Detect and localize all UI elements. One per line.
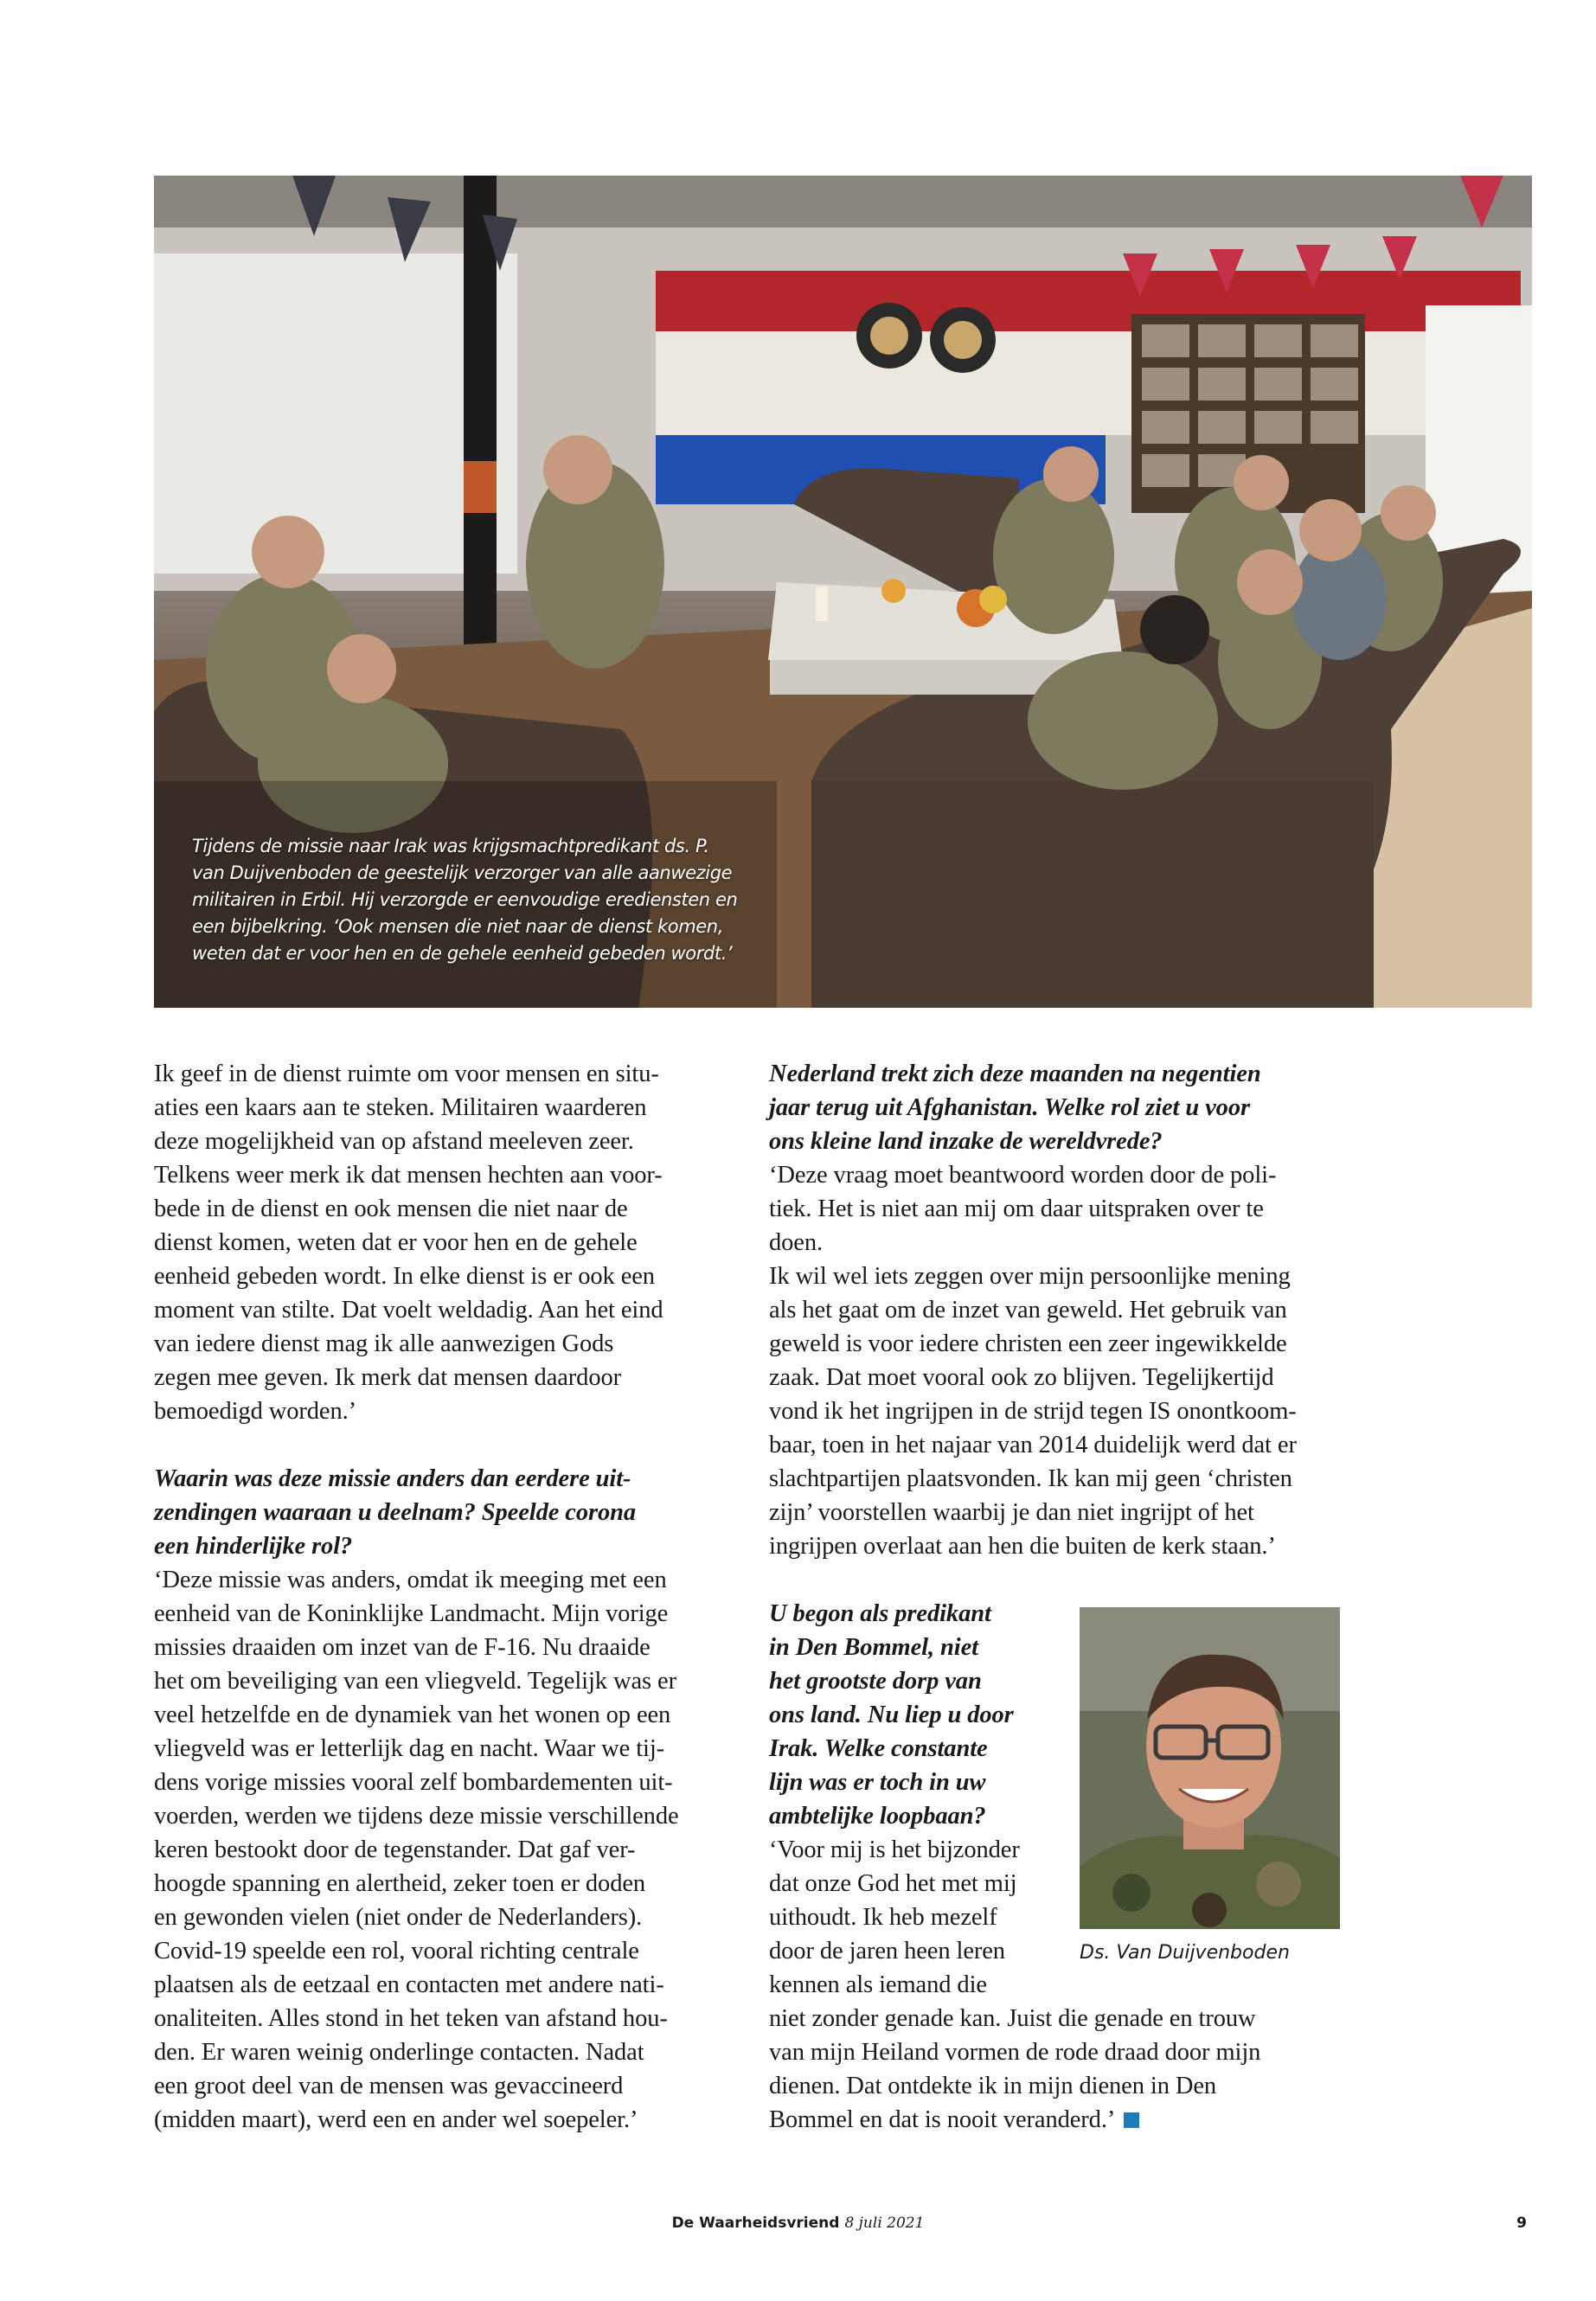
main-photo [154, 176, 1532, 1008]
text-line: Ik geef in de dienst ruimte om voor mensen en situ- [154, 1061, 659, 1087]
question-line: ambtelijke loopbaan? [769, 1803, 986, 1830]
text-line: ‘Deze vraag moet beantwoord worden door de poli- [769, 1162, 1277, 1189]
text-line: slachtpartijen plaatsvonden. Ik kan mij geen ‘christen [769, 1465, 1292, 1492]
text-line: baar, toen in het najaar van 2014 duidelijk werd dat er [769, 1432, 1297, 1458]
text-line: voerden, werden we tijdens deze missie verschillende [154, 1803, 679, 1830]
text-line: eenheid van de Koninklijke Landmacht. Mijn vorige [154, 1600, 669, 1627]
text-line: den. Er waren weinig onderlinge contacten. Nadat [154, 2039, 644, 2066]
question-line: Waarin was deze missie anders dan eerdere uit- [154, 1465, 631, 1492]
question-line: zendingen waaraan u deelnam? Speelde corona [154, 1499, 637, 1526]
text-line: tiek. Het is niet aan mij om daar uitspraken over te [769, 1195, 1264, 1222]
text-line: zegen mee geven. Ik merk dat mensen daardoor [154, 1364, 622, 1391]
text-line: bemoedigd worden.’ [154, 1398, 357, 1425]
text-line: het om beveiliging van een vliegveld. Tegelijk was er [154, 1668, 676, 1695]
question-line: in Den Bommel, niet [769, 1634, 978, 1661]
text-line: vond ik het ingrijpen in de strijd tegen IS onontkoom- [769, 1398, 1297, 1425]
interview-answer [769, 1158, 1375, 1563]
text-line: veel hetzelfde en de dynamiek van het wonen op een [154, 1702, 671, 1728]
question-line: het grootste dorp van [769, 1668, 982, 1695]
publication-name: De Waarheidsvriend [671, 2214, 840, 2232]
article-column-left [154, 1057, 725, 2137]
end-of-article-mark [1124, 2112, 1139, 2128]
text-line: door de jaren heen leren [769, 1938, 1005, 1965]
text-line: hoogde spanning en alertheid, zeker toen er doden [154, 1870, 646, 1897]
text-line: plaatsen als de eetzaal en contacten met andere nati- [154, 1971, 664, 1998]
text-line: niet zonder genade kan. Juist die genade en trouw [769, 2005, 1256, 2032]
text-line: kennen als iemand die [769, 1971, 987, 1998]
text-line: deze mogelijkheid van op afstand meeleven zeer. [154, 1128, 634, 1155]
text-line: vliegveld was er letterlijk dag en nacht. Waar we tij- [154, 1735, 665, 1762]
text-line: geweld is voor iedere christen een zeer ingewikkelde [769, 1330, 1287, 1357]
text-line: ‘Voor mij is het bijzonder [769, 1836, 1020, 1863]
publication-date: 8 juli 2021 [844, 2214, 925, 2232]
last-line-text: Bommel en dat is nooit veranderd.’ [769, 2106, 1116, 2133]
interview-question [769, 1057, 1375, 1158]
article-column-right [769, 1057, 1375, 2137]
footer-publication [0, 2214, 1596, 2232]
question-line: ons land. Nu liep u door [769, 1702, 1014, 1728]
text-line: bede in de dienst en ook mensen die niet naar de [154, 1195, 628, 1222]
question-line: Nederland trekt zich deze maanden na negentien [769, 1061, 1261, 1087]
portrait-caption: Ds. Van Duijvenboden [1080, 1942, 1290, 1964]
caption-line: militairen in Erbil. Hij verzorgde er eenvoudige erediensten en [192, 889, 738, 910]
text-line: aties een kaars aan te steken. Militairen waarderen [154, 1094, 647, 1121]
photo-caption [192, 833, 738, 967]
text-line: dienst komen, weten dat er voor hen en de gehele [154, 1229, 638, 1256]
text-line: van iedere dienst mag ik alle aanwezigen Gods [154, 1330, 614, 1357]
text-line: dens vorige missies vooral zelf bombardementen uit- [154, 1769, 673, 1796]
text-line: en gewonden vielen (niet onder de Nederlanders). [154, 1904, 643, 1931]
paragraph-closing-quote [154, 1057, 725, 1428]
text-line: onaliteiten. Alles stond in het teken van afstand hou- [154, 2005, 668, 2032]
text-line: moment van stilte. Dat voelt weldadig. Aan het eind [154, 1297, 663, 1324]
question-line: U begon als predikant [769, 1600, 991, 1627]
text-line: zaak. Dat moet vooral ook zo blijven. Tegelijkertijd [769, 1364, 1274, 1391]
interview-question [154, 1462, 725, 1563]
text-line: dat onze God het met mij [769, 1870, 1017, 1897]
question-line: lijn was er toch in uw [769, 1769, 986, 1796]
caption-line: weten dat er voor hen en de gehele eenheid gebeden wordt.’ [192, 943, 733, 964]
text-line: Telkens weer merk ik dat mensen hechten aan voor- [154, 1162, 663, 1189]
question-line: ons kleine land inzake de wereldvrede? [769, 1128, 1163, 1155]
interview-answer [154, 1563, 725, 2137]
text-line: (midden maart), werd een en ander wel soepeler.’ [154, 2106, 638, 2133]
text-line: missies draaiden om inzet van de F-16. Nu draaide [154, 1634, 651, 1661]
question-line: Irak. Welke constante [769, 1735, 988, 1762]
caption-line: van Duijvenboden de geestelijk verzorger van alle aanwezige [192, 862, 733, 883]
text-line: van mijn Heiland vormen de rode draad door mijn [769, 2039, 1261, 2066]
text-line: doen. [769, 1229, 824, 1256]
caption-line: een bijbelkring. ‘Ook mensen die niet naar de dienst komen, [192, 916, 723, 937]
portrait-photo [1080, 1607, 1340, 1929]
portrait-scene [1080, 1607, 1340, 1929]
page-number: 9 [1516, 2214, 1527, 2232]
text-line [769, 2103, 1375, 2137]
text-line: keren bestookt door de tegenstander. Dat gaf ver- [154, 1836, 636, 1863]
text-line: Covid-19 speelde een rol, vooral richting centrale [154, 1938, 639, 1965]
text-line: ingrijpen overlaat aan hen die buiten de kerk staan.’ [769, 1533, 1276, 1560]
text-line: zijn’ voorstellen waarbij je dan niet ingrijpt of het [769, 1499, 1254, 1526]
text-line: Ik wil wel iets zeggen over mijn persoonlijke mening [769, 1263, 1291, 1290]
text-line: een groot deel van de mensen was gevaccineerd [154, 2073, 624, 2099]
question-line: jaar terug uit Afghanistan. Welke rol ziet u voor [769, 1094, 1250, 1121]
caption-line: Tijdens de missie naar Irak was krijgsmachtpredikant ds. P. [192, 836, 709, 856]
text-line: ‘Deze missie was anders, omdat ik meeging met een [154, 1567, 667, 1593]
text-line: dienen. Dat ontdekte ik in mijn dienen in Den [769, 2073, 1217, 2099]
text-line: eenheid gebeden wordt. In elke dienst is er ook een [154, 1263, 655, 1290]
question-line: een hinderlijke rol? [154, 1533, 353, 1560]
text-line: als het gaat om de inzet van geweld. Het gebruik van [769, 1297, 1287, 1324]
text-line: uithoudt. Ik heb mezelf [769, 1904, 997, 1931]
